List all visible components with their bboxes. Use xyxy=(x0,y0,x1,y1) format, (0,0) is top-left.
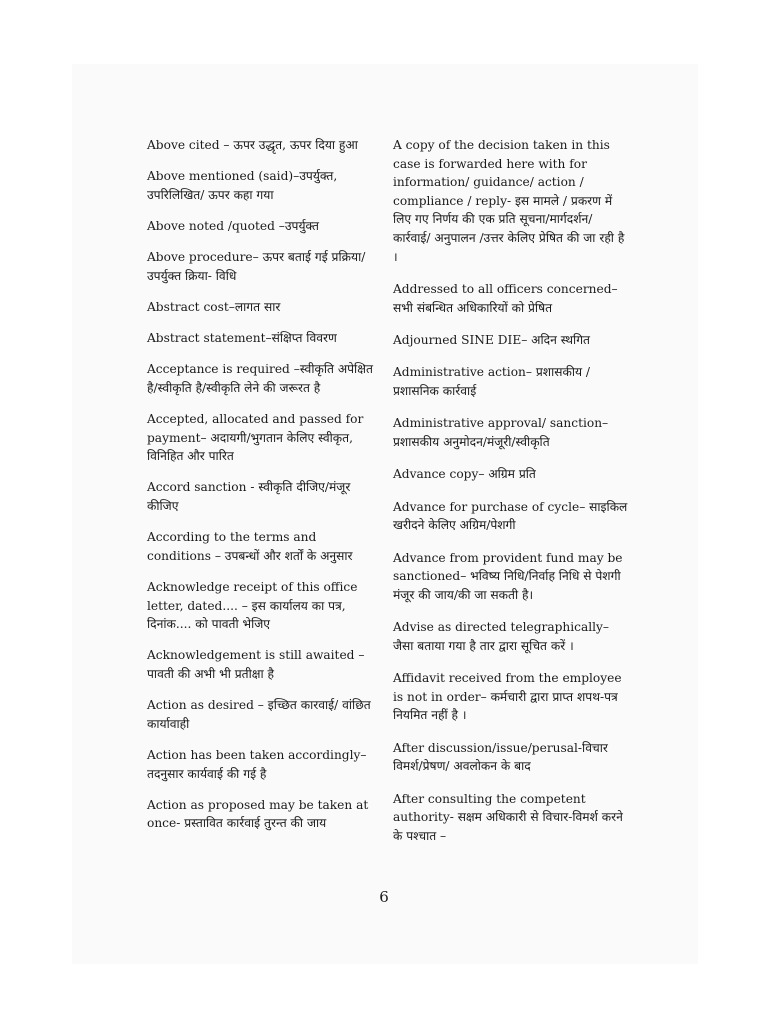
glossary-entry: Action has been taken accordingly– तदनुसार कार्यवाई की गई है xyxy=(147,747,367,781)
glossary-entry: Abstract cost–लागत सार xyxy=(147,299,281,314)
glossary-entry: A copy of the decision taken in this case is forwarded here with for information/ guidance/ action / compliance / reply- इस मामले / प्रकरण में लिए गए निर्णय की एक प्रति सूचना/मार्गदर्शन/ कार्रवाई/ अनुपालन /उत्तर केलिए प्रेषित की जा रही है । xyxy=(393,138,625,264)
glossary-entry: Action as proposed may be taken at once- प्रस्तावित कार्रवाई तुरन्त की जाय xyxy=(147,797,369,831)
glossary-entry: Addressed to all officers concerned– सभी संबन्धित अधिकारियों को प्रेषित xyxy=(393,281,618,315)
left-column xyxy=(147,136,383,846)
glossary-entry: Abstract statement–संक्षिप्त विवरण xyxy=(147,331,337,346)
glossary-entry: According to the terms and conditions – उपबन्धों और शर्तों के अनुसार xyxy=(147,530,353,563)
glossary-entry: After consulting the competent authority- सक्षम अधिकारी से विचार-विमर्श करने के पश्चात – xyxy=(393,791,623,843)
glossary-entry: Administrative approval/ sanction– प्रशासकीय अनुमोदन/मंजूरी/स्वीकृति xyxy=(393,416,609,449)
glossary-entry: Advance copy– अग्रिम प्रति xyxy=(393,467,536,482)
glossary-entry: Acknowledge receipt of this office letter, dated.... – इस कार्यालय का पत्र, दिनांक.... को पावती भेजिए xyxy=(147,580,358,632)
page-number: 6 xyxy=(379,888,389,906)
glossary-entry: Advise as directed telegraphically– जैसा बताया गया है तार द्वारा सूचित करें । xyxy=(393,620,610,653)
glossary-entry: Affidavit received from the employee is not in order– कर्मचारी द्वारा प्राप्त शपथ-पत्र नियमित नहीं है । xyxy=(393,671,622,723)
glossary-entry: Above mentioned (said)–उपर्युक्त, उपरिलिखित/ ऊपर कहा गया xyxy=(147,169,338,202)
right-column xyxy=(393,136,629,859)
glossary-entry: Administrative action– प्रशासकीय / प्रशासनिक कार्रवाई xyxy=(393,365,591,398)
glossary-entry: Advance for purchase of cycle– साइकिल खरीदने केलिए अग्रिम/पेशगी xyxy=(393,499,628,533)
glossary-entry: Above procedure– ऊपर बताई गई प्रक्रिया/ उपर्युक्त क्रिया- विधि xyxy=(147,250,366,283)
glossary-entry: Above cited – ऊपर उद्धृत, ऊपर दिया हुआ xyxy=(147,138,358,152)
glossary-entry: Accepted, allocated and passed for payment– अदायगी/भुगतान केलिए स्वीकृत, विनिहित और पारित xyxy=(147,412,364,464)
glossary-entry: Advance from provident fund may be sanctioned– भविष्य निधि/निर्वाह निधि से पेशगी मंजूर की जाय/की जा सकती है। xyxy=(393,550,623,602)
glossary-entry: Acknowledgement is still awaited – पावती की अभी भी प्रतीक्षा है xyxy=(147,648,365,681)
glossary-entry: Accord sanction - स्वीकृति दीजिए/मंजूर कीजिए xyxy=(147,480,351,514)
glossary-entry: After discussion/issue/perusal-विचार विमर्श/प्रेषण/ अवलोकन के बाद xyxy=(393,740,608,774)
glossary-entry: Adjourned SINE DIE– अदिन स्थगित xyxy=(393,332,591,347)
glossary-entry: Acceptance is required –स्वीकृति अपेक्षित है/स्वीकृति है/स्वीकृति लेने की जरूरत है xyxy=(147,362,373,395)
glossary-entry: Action as desired – इच्छित कारवाई/ वांछित कार्यावाही xyxy=(147,698,371,731)
glossary-entry: Above noted /quoted –उपर्युक्त xyxy=(147,218,320,233)
